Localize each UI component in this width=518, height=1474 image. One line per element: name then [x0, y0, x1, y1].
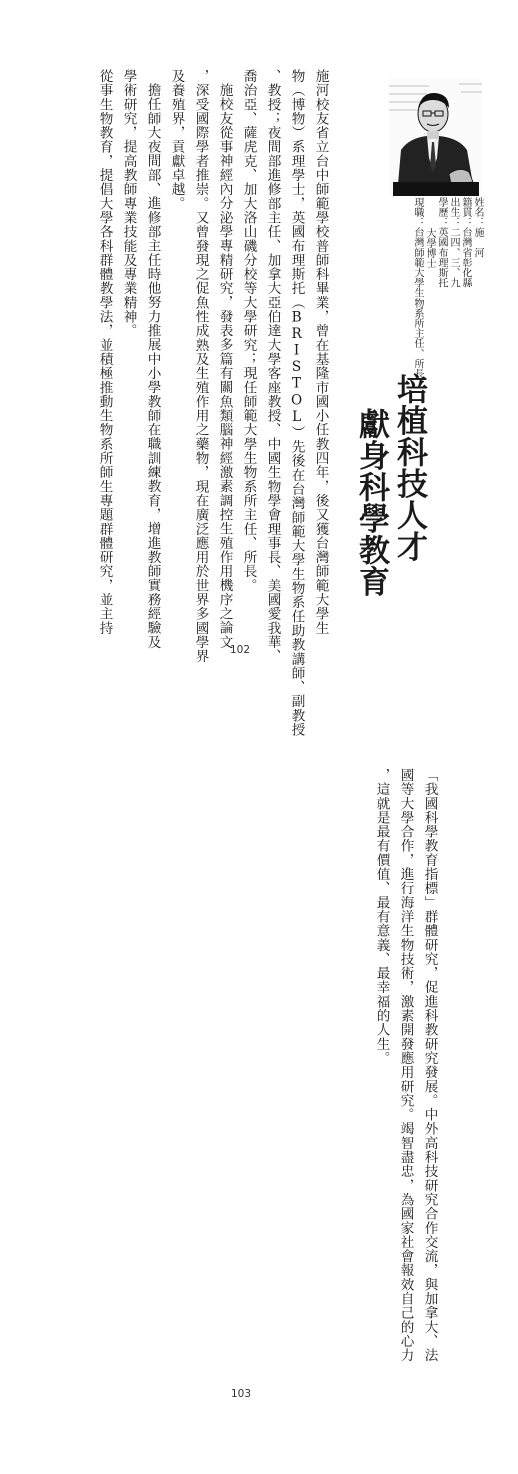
body-column-1: 「我國科學教育指標」群體研究，促進科教研究發展。中外高科技研究合作交流，與加拿大、法 [421, 768, 438, 1363]
body-column-5: 施校友從事神經內分泌學專精研究，發表多篇有關魚類腦神經激素調控生殖作用機序之論文 [216, 83, 233, 649]
page-number: 102 [230, 644, 251, 656]
page-number: 103 [231, 1388, 252, 1400]
page-103 [0, 737, 518, 1474]
body-column-7: 及養殖界，貢獻卓越。 [168, 69, 185, 211]
info-education-degree: 大學博士 [424, 228, 435, 269]
body-column-2: 國等大學合作，進行海洋生物技術，激素開發應用研究。竭智盡忠，為國家社會報效自己的心力 [397, 768, 414, 1363]
info-name: 姓名：施 河 [472, 197, 483, 258]
body-column-4: 喬治亞、薩虎克、加大洛山磯分校等大學研究；現任師範大學生物系所主任、所長。 [240, 69, 257, 593]
body-column-9: 學術研究，提高教師專業技能及專業精神。 [120, 69, 137, 338]
body-column-2: 物（博物）系理學士，英國布理斯托（BRISTOL）先後在台灣師範大學生物系任助教講師、副教授 [288, 69, 305, 737]
title-line-1: 培植科技人才 [391, 373, 427, 562]
info-current-position: 現職：台灣師範大學生物系所主任、所長 [412, 197, 423, 379]
body-column-3: ，這就是最有價值、最有意義、最幸福的人生。 [373, 768, 390, 1066]
title-line-2: 獻身科學教育 [353, 408, 389, 597]
info-birth: 出生：二四、三、九 [448, 197, 459, 288]
body-column-1: 施河校友省立台中師範學校普師科畢業，曾在基隆市國小任教四年，後又獲台灣師範大學生 [312, 69, 329, 635]
body-column-3: 、教授；夜間部進修部主任、加拿大亞伯達大學客座教授、中國生物學會理事長、美國愛我華、 [264, 69, 281, 664]
body-column-10: 從事生物教育，提倡大學各科群體教學法，並積極推動生物系所師生專題群體研究，並主持 [96, 69, 113, 635]
info-education: 學歷：英國布理斯托 [436, 197, 447, 288]
portrait-photo [389, 78, 482, 196]
body-column-6: ，深受國際學者推崇。又曾發現之促魚性成熟及生殖作用之藥物，現在廣泛應用於世界多國學界 [192, 69, 209, 664]
info-hometown: 籍貫：台灣省彰化縣 [460, 197, 471, 288]
body-column-8: 擔任師大夜間部、進修部主任時他努力推展中小學教師在職訓練教育，增進教師實務經驗及 [144, 83, 161, 649]
